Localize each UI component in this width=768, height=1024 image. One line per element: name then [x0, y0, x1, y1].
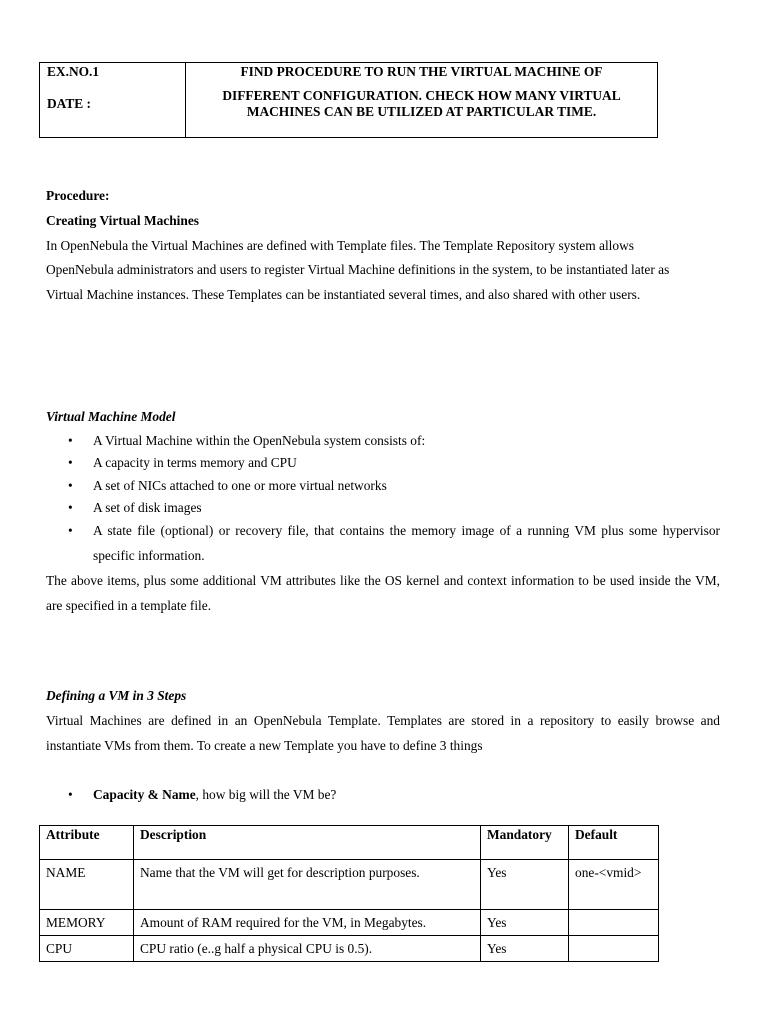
exercise-title [186, 63, 657, 137]
vm-model-heading: Virtual Machine Model [46, 409, 176, 424]
define-vm-section [46, 684, 720, 758]
procedure-paragraph-1: In OpenNebula the Virtual Machines are defined with Template files. The Template Repository system allows [46, 237, 634, 253]
cell-description: Amount of RAM required for the VM, in Megabytes. [134, 910, 481, 936]
attribute-table [39, 825, 659, 962]
table-row [40, 936, 659, 962]
exercise-header [39, 62, 658, 138]
list-item [46, 784, 720, 806]
cell-description: Name that the VM will get for description purposes. [134, 860, 481, 910]
title-line-1: FIND PROCEDURE TO RUN THE VIRTUAL MACHINE OF [240, 64, 603, 79]
procedure-paragraph-2: OpenNebula administrators and users to register Virtual Machine definitions in the system, to be instantiated later as [46, 262, 670, 278]
list-item: • A set of disk images [46, 497, 720, 519]
creating-vm-heading: Creating Virtual Machines [46, 212, 199, 228]
vm-model-list [46, 430, 720, 569]
cell-mandatory: Yes [481, 936, 569, 962]
capacity-bullet [46, 784, 720, 806]
table-header-row [40, 826, 659, 860]
cell-attribute: MEMORY [40, 910, 134, 936]
date-label: DATE : [47, 96, 92, 111]
table-row [40, 910, 659, 936]
cell-attribute: CPU [40, 936, 134, 962]
define-vm-heading: Defining a VM in 3 Steps [46, 688, 187, 703]
title-line-2: DIFFERENT CONFIGURATION. CHECK HOW MANY VIRTUAL MACHINES CAN BE UTILIZED AT PARTICULAR TIME. [222, 88, 621, 119]
cell-mandatory: Yes [481, 860, 569, 910]
list-item: • A capacity in terms memory and CPU [46, 452, 720, 474]
cell-attribute: NAME [40, 860, 134, 910]
cell-default [569, 936, 659, 962]
vm-model-section [46, 405, 720, 619]
header-default: Default [569, 826, 659, 860]
exercise-number: EX.NO.1 [47, 64, 100, 79]
define-vm-paragraph: Virtual Machines are defined in an OpenNebula Template. Templates are stored in a repository to easily browse and instantiate VMs from them. To create a new Template you have to define 3 things [46, 712, 720, 753]
cell-description: CPU ratio (e..g half a physical CPU is 0.5). [134, 936, 481, 962]
capacity-rest: , how big will the VM be? [195, 787, 337, 802]
procedure-paragraph-3: Virtual Machine instances. These Templates can be instantiated several times, and also shared with other users. [46, 287, 641, 303]
vm-model-summary: The above items, plus some additional VM attributes like the OS kernel and context information to be used inside the VM, are specified in a template file. [46, 573, 720, 613]
header-description: Description [134, 826, 481, 860]
cell-default: one-<vmid> [569, 860, 659, 910]
cell-mandatory: Yes [481, 910, 569, 936]
procedure-heading: Procedure: [46, 188, 110, 203]
list-item: • A Virtual Machine within the OpenNebula system consists of: [46, 430, 720, 452]
header-attribute: Attribute [40, 826, 134, 860]
table-row [40, 860, 659, 910]
list-item: • A set of NICs attached to one or more virtual networks [46, 475, 720, 497]
procedure-section [46, 184, 720, 308]
cell-default [569, 910, 659, 936]
capacity-bold: Capacity & Name [93, 787, 196, 802]
exercise-meta [40, 63, 186, 137]
list-item: • A state file (optional) or recovery file, that contains the memory image of a running VM plus some hypervisor specific information. [46, 519, 720, 569]
header-mandatory: Mandatory [481, 826, 569, 860]
